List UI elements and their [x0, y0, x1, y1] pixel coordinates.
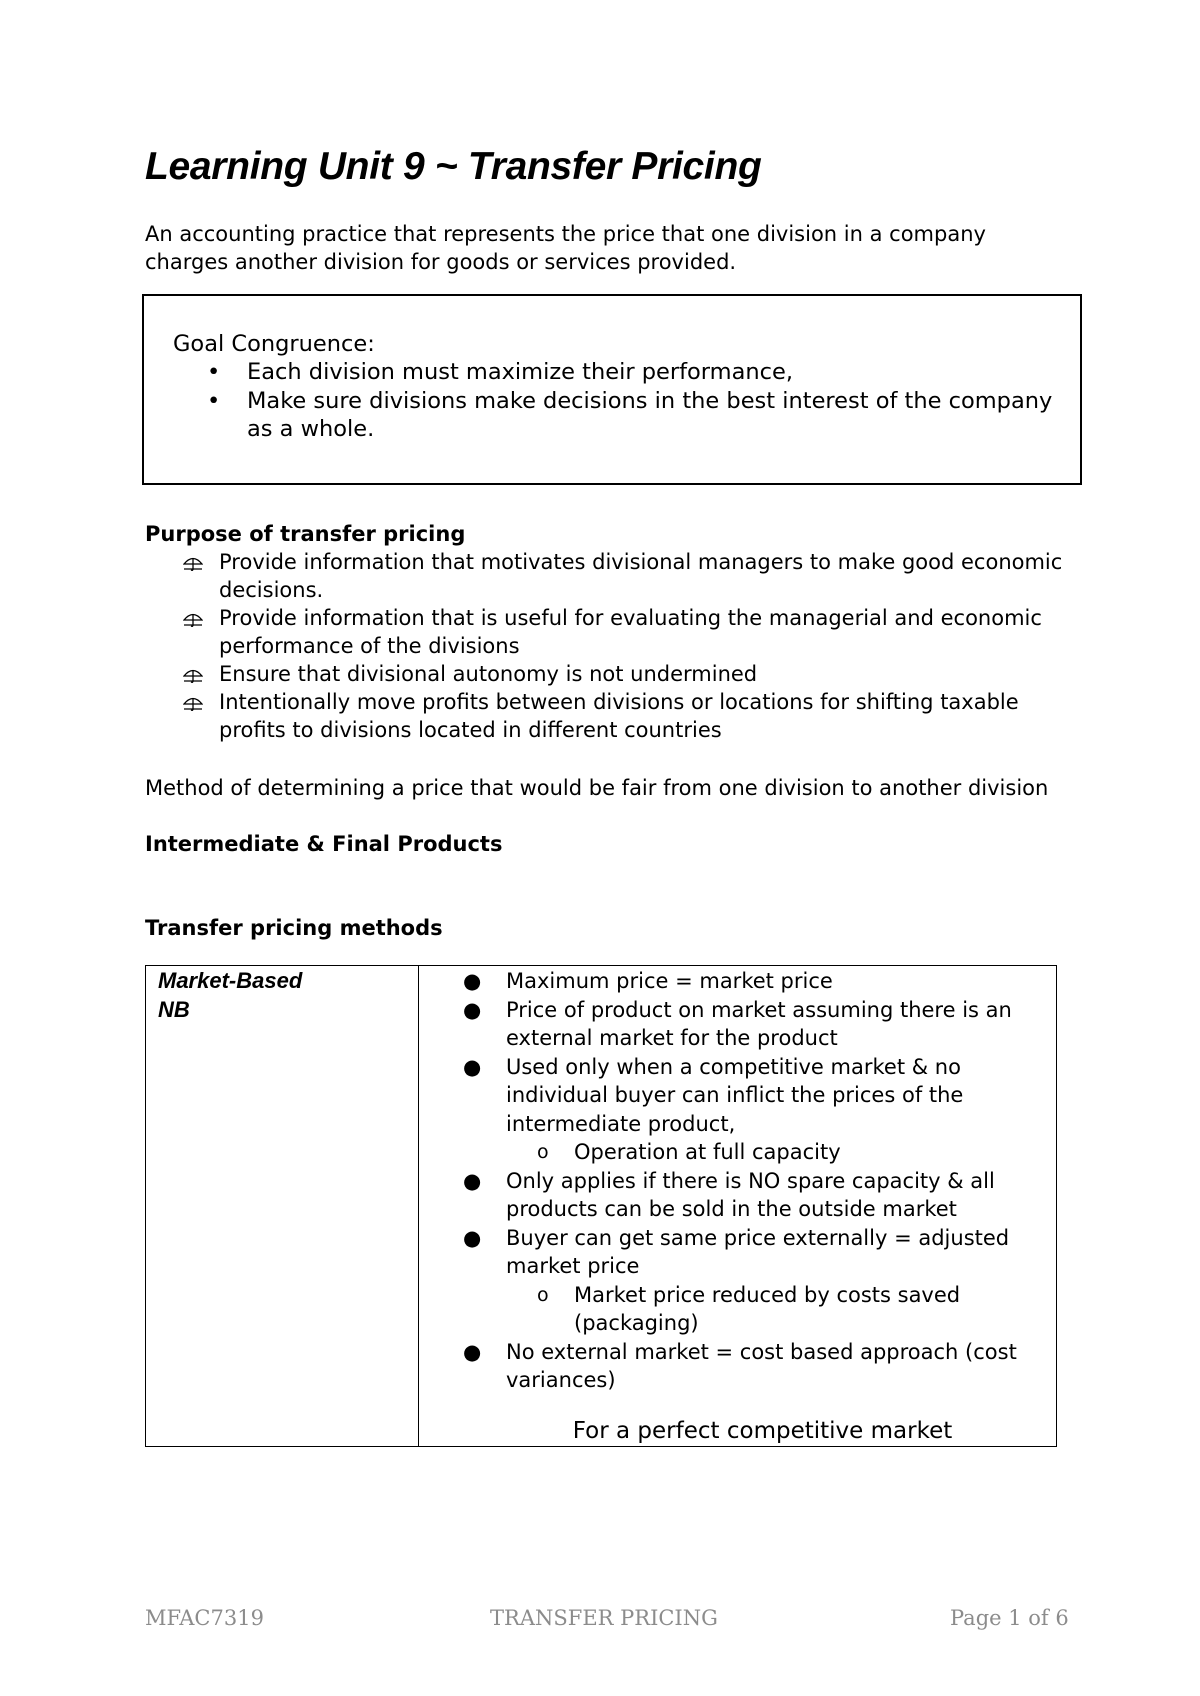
list-item-text: Only applies if there is NO spare capacity & all products can be sold in the outside market [506, 1168, 995, 1221]
goal-congruence-list [173, 358, 1053, 444]
list-item [419, 1338, 1056, 1395]
method-details-list [419, 966, 1056, 1395]
list-item-text: Used only when a competitive market & no individual buyer can inflict the prices of the intermediate product, [506, 1054, 964, 1136]
list-item [419, 996, 1056, 1053]
method-name-line: NB [158, 996, 190, 1022]
circle-bullet-icon: o [537, 1141, 549, 1163]
method-name-line: Market-Based [158, 968, 303, 993]
bullet-icon: ● [463, 1054, 482, 1079]
list-item-text: Provide information that motivates divisional managers to make good economic decisions. [219, 550, 1063, 602]
purpose-heading: Purpose of transfer pricing [145, 522, 466, 546]
intro-paragraph [145, 220, 1045, 276]
goal-congruence-box [142, 294, 1082, 485]
method-name-cell [146, 966, 419, 1447]
list-item-text: Maximum price = market price [506, 969, 833, 993]
list-item [419, 1053, 1056, 1139]
table-row [146, 966, 1057, 1447]
method-details-cell [419, 966, 1057, 1447]
closing-note: For a perfect competitive market [572, 1417, 953, 1444]
bullet-icon: ● [463, 997, 482, 1022]
footer-page-number: Page 1 of 6 [950, 1606, 1069, 1630]
list-item [145, 548, 1065, 604]
list-item [145, 604, 1065, 660]
list-item [173, 358, 1053, 387]
method-name [146, 966, 418, 1024]
footer-course-code: MFAC7319 [145, 1606, 264, 1630]
method-paragraph: Method of determining a price that would be fair from one division to another division [145, 776, 1049, 800]
list-item [419, 1167, 1056, 1224]
list-item [173, 387, 1053, 444]
list-item [145, 688, 1065, 744]
list-item-text: Buyer can get same price externally = adjusted market price [506, 1225, 1010, 1278]
methods-heading: Transfer pricing methods [145, 916, 443, 940]
list-item-text: Each division must maximize their performance, [247, 359, 793, 385]
bullet-icon: ● [463, 1339, 482, 1364]
intro-line: charges another division for goods or services provided. [145, 250, 737, 274]
list-item-text: Make sure divisions make decisions in the best interest of the company as a whole. [247, 387, 1053, 442]
list-item [419, 1224, 1056, 1281]
circle-bullet-icon: o [537, 1283, 549, 1306]
list-item [145, 660, 1065, 688]
footer-title: TRANSFER PRICING [490, 1606, 718, 1630]
list-item-text: Intentionally move profits between divisions or locations for shifting taxable profits to divisions located in different countries [219, 690, 1019, 742]
list-item-text: Market price reduced by costs saved (packaging) [574, 1282, 961, 1335]
bullet-icon: ● [463, 1225, 482, 1250]
bullet-icon: ● [463, 969, 482, 993]
list-item-text: Operation at full capacity [574, 1140, 841, 1164]
purpose-list [145, 548, 1065, 744]
bullet-icon: • [207, 387, 221, 414]
intermediate-heading: Intermediate & Final Products [145, 832, 503, 856]
sub-list-item [419, 1138, 1056, 1167]
intro-line: An accounting practice that represents the price that one division in a company [145, 222, 986, 246]
list-item-text: Price of product on market assuming there is an external market for the product [506, 997, 1012, 1050]
transfer-pricing-methods-table [145, 965, 1057, 1447]
umbrella-icon [183, 666, 203, 684]
list-item-text: Provide information that is useful for evaluating the managerial and economic performance of the divisions [219, 606, 1042, 658]
goal-congruence-heading: Goal Congruence: [173, 331, 375, 357]
list-item [419, 967, 1056, 996]
page-title: Learning Unit 9 ~ Transfer Pricing [145, 145, 762, 188]
bullet-icon: • [207, 359, 221, 385]
umbrella-icon [183, 694, 203, 712]
sub-list-item [419, 1281, 1056, 1338]
list-item-text: No external market = cost based approach (cost variances) [506, 1339, 1017, 1392]
umbrella-icon [183, 554, 203, 572]
bullet-icon: ● [463, 1168, 482, 1193]
list-item-text: Ensure that divisional autonomy is not undermined [219, 662, 758, 686]
umbrella-icon [183, 610, 203, 628]
